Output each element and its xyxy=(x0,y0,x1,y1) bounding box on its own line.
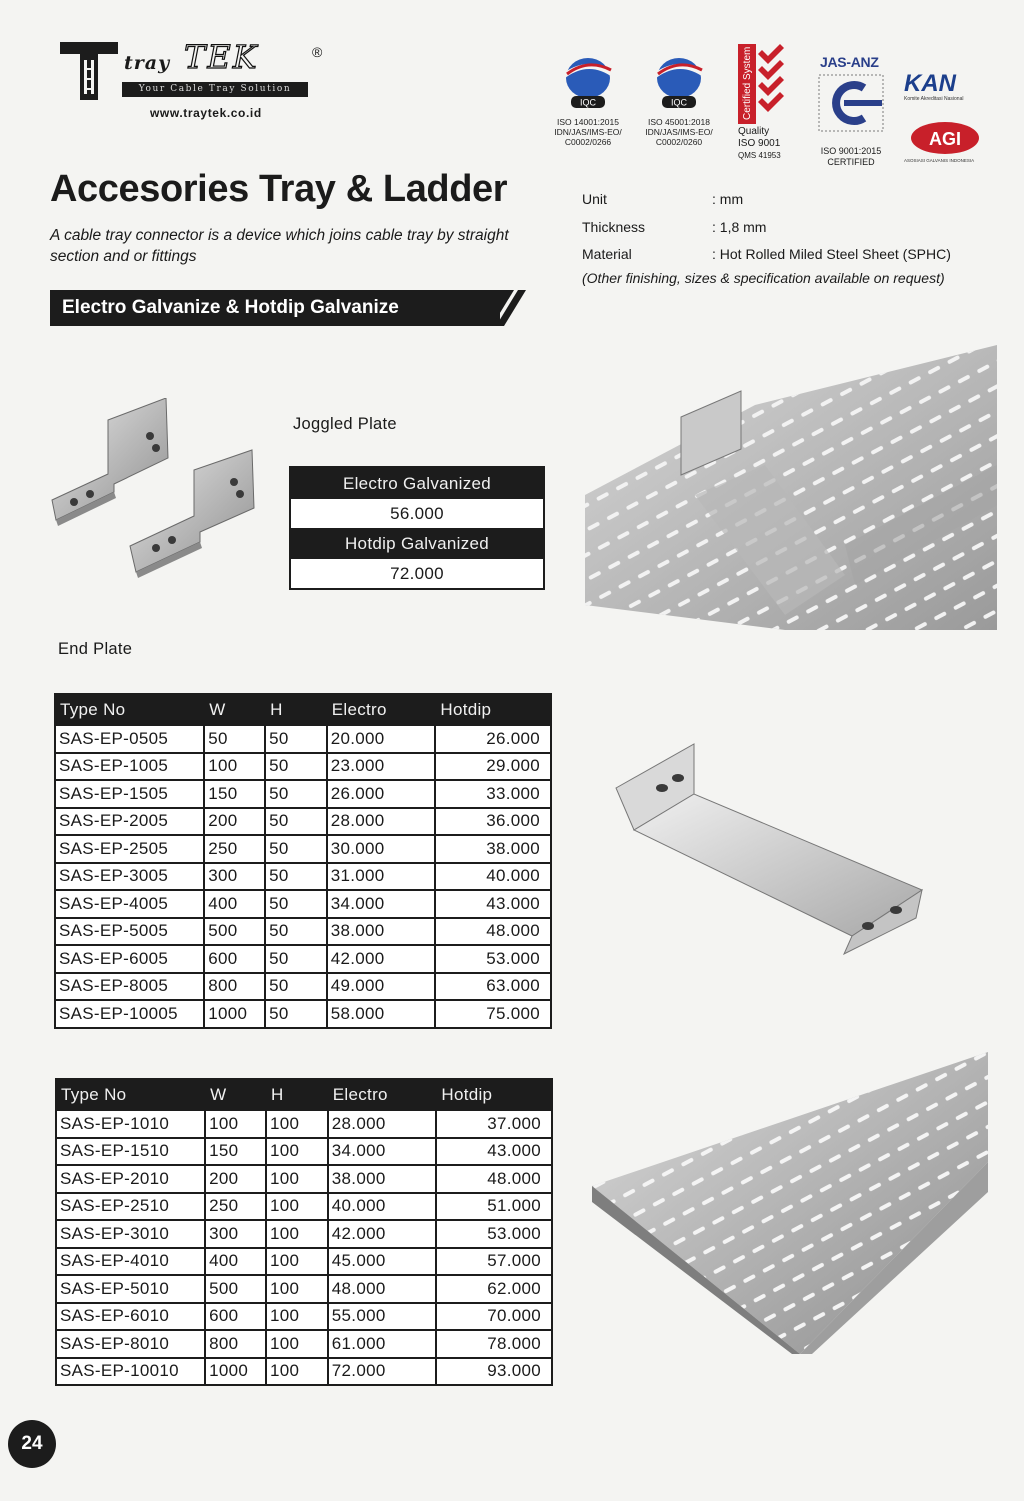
table-row xyxy=(55,808,551,836)
cell-w: 800 xyxy=(204,973,265,1001)
table-row xyxy=(55,973,551,1001)
cell-w: 150 xyxy=(205,1138,266,1166)
cell-h: 50 xyxy=(265,890,327,918)
table-row xyxy=(56,1110,552,1138)
iqc-cert-14001 xyxy=(553,52,630,147)
cell-h: 100 xyxy=(266,1193,328,1221)
end-plate-image xyxy=(600,740,930,955)
cell-w: 600 xyxy=(204,945,265,973)
cell-type-no: SAS-EP-1510 xyxy=(56,1138,205,1166)
cell-w: 1000 xyxy=(205,1358,266,1386)
cell-hotdip: 78.000 xyxy=(436,1330,552,1358)
table-row xyxy=(55,918,551,946)
cell-h: 50 xyxy=(265,1000,327,1028)
cell-electro: 48.000 xyxy=(328,1275,437,1303)
page-number: 24 xyxy=(8,1420,56,1468)
cell-hotdip: 53.000 xyxy=(436,1220,552,1248)
cell-electro: 38.000 xyxy=(328,1165,437,1193)
cell-h: 100 xyxy=(266,1220,328,1248)
cell-electro: 45.000 xyxy=(328,1248,437,1276)
iqc-logo-text: IQC xyxy=(670,97,688,108)
cell-electro: 49.000 xyxy=(327,973,436,1001)
cell-hotdip: 93.000 xyxy=(436,1358,552,1386)
cell-electro: 30.000 xyxy=(327,835,436,863)
table-row xyxy=(55,890,551,918)
cell-electro: 20.000 xyxy=(327,725,436,753)
cell-type-no: SAS-EP-3005 xyxy=(55,863,204,891)
col-type-no: Type No xyxy=(56,1079,205,1110)
col-h: H xyxy=(266,1079,328,1110)
cell-w: 400 xyxy=(204,890,265,918)
cell-w: 600 xyxy=(205,1303,266,1331)
col-w: W xyxy=(204,694,265,725)
cell-w: 100 xyxy=(204,753,265,781)
cert-system-text: Quality ISO 9001 QMS 41953 xyxy=(738,126,781,160)
cell-h: 100 xyxy=(266,1110,328,1138)
cell-h: 50 xyxy=(265,945,327,973)
cell-type-no: SAS-EP-5010 xyxy=(56,1275,205,1303)
jas-anz-title: JAS-ANZ xyxy=(820,54,879,70)
cell-hotdip: 26.000 xyxy=(435,725,551,753)
cell-electro: 42.000 xyxy=(328,1220,437,1248)
cell-type-no: SAS-EP-8010 xyxy=(56,1330,205,1358)
cell-h: 50 xyxy=(265,973,327,1001)
cell-type-no: SAS-EP-8005 xyxy=(55,973,204,1001)
cell-w: 250 xyxy=(204,835,265,863)
brand-tagline: Your Cable Tray Solution xyxy=(122,82,308,97)
cell-w: 500 xyxy=(205,1275,266,1303)
cell-h: 100 xyxy=(266,1303,328,1331)
cell-hotdip: 70.000 xyxy=(436,1303,552,1331)
cell-hotdip: 51.000 xyxy=(436,1193,552,1221)
cell-w: 250 xyxy=(205,1193,266,1221)
cell-h: 50 xyxy=(265,725,327,753)
col-h: H xyxy=(265,694,327,725)
cell-type-no: SAS-EP-2010 xyxy=(56,1165,205,1193)
table-header-row xyxy=(56,1079,552,1110)
cell-type-no: SAS-EP-1005 xyxy=(55,753,204,781)
cell-electro: 40.000 xyxy=(328,1193,437,1221)
joggled-plate-label: Joggled Plate xyxy=(293,415,397,433)
col-electro: Electro xyxy=(328,1079,437,1110)
cell-h: 50 xyxy=(265,808,327,836)
cell-hotdip: 43.000 xyxy=(436,1138,552,1166)
agi-subtitle: ASOSIASI GALVANIS INDONESIA xyxy=(904,158,975,163)
table-row xyxy=(56,1165,552,1193)
svg-text:Certified System: Certified System xyxy=(742,46,753,120)
cell-electro: 23.000 xyxy=(327,753,436,781)
cell-type-no: SAS-EP-1505 xyxy=(55,780,204,808)
table-row xyxy=(56,1303,552,1331)
electro-galvanized-price: 56.000 xyxy=(291,499,543,528)
cell-hotdip: 43.000 xyxy=(435,890,551,918)
website-link[interactable]: www.traytek.co.id xyxy=(150,106,262,120)
cell-type-no: SAS-EP-3010 xyxy=(56,1220,205,1248)
table-header-row xyxy=(55,694,551,725)
iqc-cert-text: ISO 14001:2015 IDN/JAS/IMS-EO/ C0002/0266 xyxy=(554,117,622,147)
cell-h: 100 xyxy=(266,1330,328,1358)
perforated-tray-joint-image xyxy=(585,345,997,630)
cell-type-no: SAS-EP-10005 xyxy=(55,1000,204,1028)
cell-electro: 28.000 xyxy=(327,808,436,836)
jas-anz-cert-text: ISO 9001:2015 CERTIFIED xyxy=(820,146,882,167)
cell-h: 100 xyxy=(266,1248,328,1276)
col-hotdip: Hotdip xyxy=(436,1079,552,1110)
cell-w: 300 xyxy=(205,1220,266,1248)
kan-subtitle: Komite Akreditasi Nasional xyxy=(904,96,964,102)
cell-type-no: SAS-EP-10010 xyxy=(56,1358,205,1386)
cell-electro: 38.000 xyxy=(327,918,436,946)
cell-hotdip: 62.000 xyxy=(436,1275,552,1303)
kan-logo: KAN xyxy=(904,70,956,97)
agi-logo-icon xyxy=(908,120,982,156)
cell-type-no: SAS-EP-2505 xyxy=(55,835,204,863)
cell-electro: 34.000 xyxy=(328,1138,437,1166)
col-w: W xyxy=(205,1079,266,1110)
table-row xyxy=(55,835,551,863)
electro-galvanized-label: Electro Galvanized xyxy=(291,468,543,499)
certified-system-badge-icon xyxy=(738,44,794,128)
cell-electro: 26.000 xyxy=(327,780,436,808)
cell-type-no: SAS-EP-5005 xyxy=(55,918,204,946)
cell-electro: 42.000 xyxy=(327,945,436,973)
cell-type-no: SAS-EP-0505 xyxy=(55,725,204,753)
cell-h: 50 xyxy=(265,835,327,863)
cell-electro: 61.000 xyxy=(328,1330,437,1358)
spec-list xyxy=(582,186,951,269)
cell-hotdip: 63.000 xyxy=(435,973,551,1001)
cell-hotdip: 37.000 xyxy=(436,1110,552,1138)
col-type-no: Type No xyxy=(55,694,204,725)
cell-h: 50 xyxy=(265,918,327,946)
cell-w: 500 xyxy=(204,918,265,946)
cell-electro: 55.000 xyxy=(328,1303,437,1331)
table-row xyxy=(56,1248,552,1276)
cell-type-no: SAS-EP-4010 xyxy=(56,1248,205,1276)
spec-row-material: Material : Hot Rolled Miled Steel Sheet (SPHC) xyxy=(582,246,951,262)
hotdip-galvanized-price: 72.000 xyxy=(291,559,543,588)
cell-hotdip: 36.000 xyxy=(435,808,551,836)
table-row xyxy=(56,1220,552,1248)
cell-hotdip: 48.000 xyxy=(436,1165,552,1193)
traytek-logo-icon xyxy=(58,40,120,102)
joggled-plate-price-box xyxy=(289,466,545,590)
joggled-plate-image xyxy=(44,398,264,588)
cell-electro: 58.000 xyxy=(327,1000,436,1028)
cell-w: 200 xyxy=(205,1165,266,1193)
cell-electro: 34.000 xyxy=(327,890,436,918)
cell-hotdip: 40.000 xyxy=(435,863,551,891)
cell-type-no: SAS-EP-2510 xyxy=(56,1193,205,1221)
cell-w: 200 xyxy=(204,808,265,836)
cell-electro: 28.000 xyxy=(328,1110,437,1138)
cell-type-no: SAS-EP-2005 xyxy=(55,808,204,836)
cell-type-no: SAS-EP-4005 xyxy=(55,890,204,918)
end-plate-table-h100 xyxy=(55,1078,553,1386)
cell-w: 100 xyxy=(205,1110,266,1138)
jas-anz-logo-icon xyxy=(818,74,884,132)
hotdip-galvanized-label: Hotdip Galvanized xyxy=(291,528,543,559)
table-row xyxy=(55,780,551,808)
table-row xyxy=(55,945,551,973)
cell-h: 50 xyxy=(265,753,327,781)
cell-hotdip: 57.000 xyxy=(436,1248,552,1276)
spec-row-thickness: Thickness : 1,8 mm xyxy=(582,218,767,235)
registered-mark: ® xyxy=(312,44,323,60)
table-row xyxy=(56,1138,552,1166)
banner-slash-decoration xyxy=(478,290,532,326)
cell-h: 50 xyxy=(265,780,327,808)
table-row xyxy=(56,1275,552,1303)
cell-hotdip: 75.000 xyxy=(435,1000,551,1028)
cell-hotdip: 33.000 xyxy=(435,780,551,808)
cell-w: 50 xyxy=(204,725,265,753)
brand-name-script: tray xyxy=(124,52,171,74)
table-row xyxy=(56,1358,552,1386)
cell-w: 300 xyxy=(204,863,265,891)
table-row xyxy=(55,863,551,891)
iqc-cert-45001 xyxy=(644,52,721,147)
end-plate-label: End Plate xyxy=(58,640,133,658)
iqc-cert-text: ISO 45001:2018 IDN/JAS/IMS-EO/ C0002/0260 xyxy=(645,117,713,147)
finish-banner: Electro Galvanize & Hotdip Galvanize xyxy=(50,290,500,326)
cell-w: 800 xyxy=(205,1330,266,1358)
cell-type-no: SAS-EP-6005 xyxy=(55,945,204,973)
spec-note: (Other finishing, sizes & specification available on request) xyxy=(582,270,945,286)
table-row xyxy=(56,1330,552,1358)
cell-electro: 31.000 xyxy=(327,863,436,891)
svg-text:AGI: AGI xyxy=(928,129,962,149)
end-plate-table-h50 xyxy=(54,693,552,1029)
cell-h: 100 xyxy=(266,1165,328,1193)
iqc-globe-icon xyxy=(553,52,623,112)
col-electro: Electro xyxy=(327,694,436,725)
table-row xyxy=(56,1193,552,1221)
cell-h: 100 xyxy=(266,1138,328,1166)
spec-row-unit: Unit : mm xyxy=(582,191,744,207)
col-hotdip: Hotdip xyxy=(435,694,551,725)
cell-hotdip: 38.000 xyxy=(435,835,551,863)
cell-w: 1000 xyxy=(204,1000,265,1028)
page-description: A cable tray connector is a device which joins cable tray by straight section and or fittings xyxy=(50,227,509,265)
cell-hotdip: 48.000 xyxy=(435,918,551,946)
cell-h: 100 xyxy=(266,1358,328,1386)
cell-electro: 72.000 xyxy=(328,1358,437,1386)
cell-h: 100 xyxy=(266,1275,328,1303)
cell-hotdip: 53.000 xyxy=(435,945,551,973)
cell-h: 50 xyxy=(265,863,327,891)
iqc-globe-icon xyxy=(644,52,714,112)
cell-w: 400 xyxy=(205,1248,266,1276)
table-row xyxy=(55,725,551,753)
iqc-logo-text: IQC xyxy=(579,97,597,108)
table-row xyxy=(55,1000,551,1028)
perforated-tray-end-image xyxy=(592,1052,988,1354)
brand-name-block: TEK xyxy=(184,38,259,76)
cell-w: 150 xyxy=(204,780,265,808)
cell-type-no: SAS-EP-6010 xyxy=(56,1303,205,1331)
table-row xyxy=(55,753,551,781)
cell-hotdip: 29.000 xyxy=(435,753,551,781)
page-title: Accesories Tray & Ladder xyxy=(50,168,508,210)
cell-type-no: SAS-EP-1010 xyxy=(56,1110,205,1138)
